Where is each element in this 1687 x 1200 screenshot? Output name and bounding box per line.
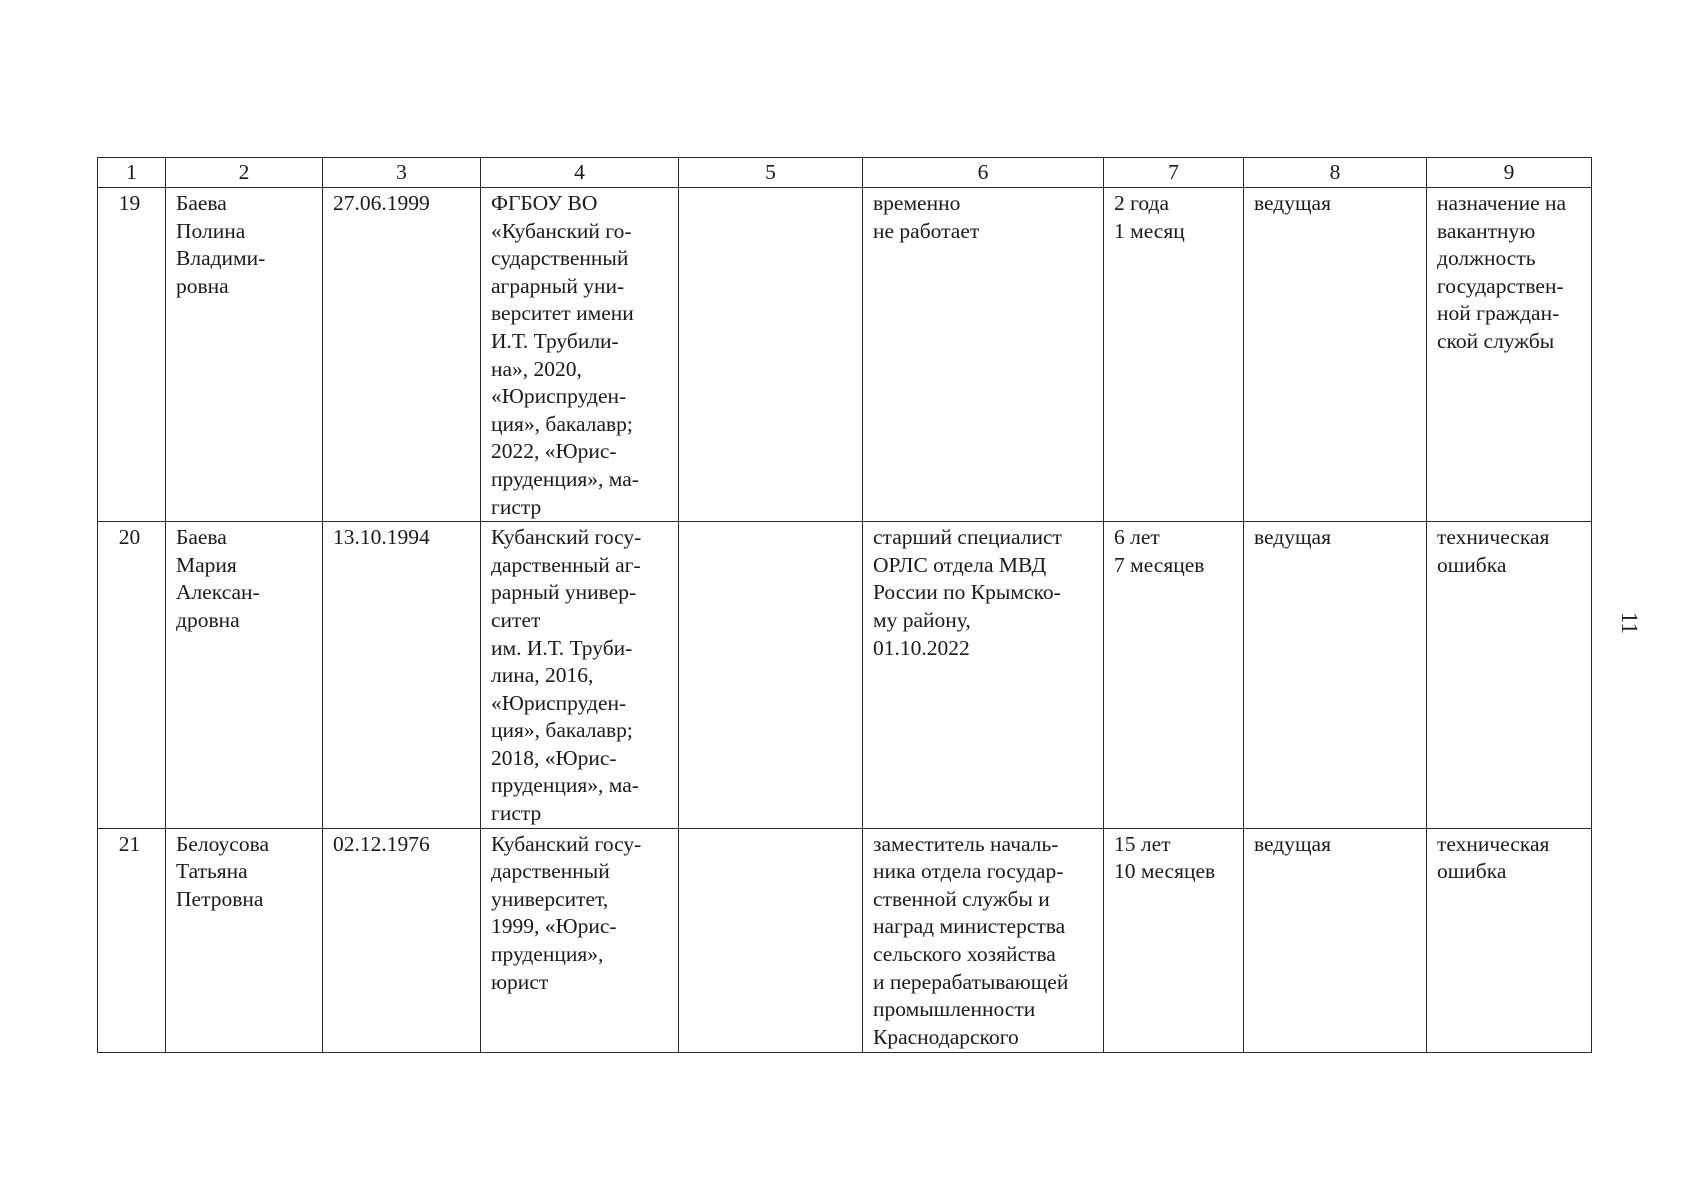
- current-position-cell: [863, 828, 1104, 1052]
- birth-date-cell: [323, 188, 481, 522]
- work-experience-line: 1 месяц: [1114, 218, 1185, 243]
- full-name-cell: [166, 188, 323, 522]
- education-line: им. И.Т. Труби-: [491, 635, 633, 660]
- education-line: верситет имени: [491, 301, 634, 326]
- current-position-line: промышленности: [873, 997, 1036, 1022]
- full-name-line: ровна: [176, 273, 229, 298]
- education-line: «Юриспруден-: [491, 384, 627, 409]
- full-name-line: Алексан-: [176, 580, 260, 605]
- education-line: ситет: [491, 607, 541, 632]
- header-cell-7: 7: [1104, 158, 1244, 188]
- reason-line: назначение на: [1437, 191, 1567, 215]
- current-position-line: старший специалист: [873, 525, 1062, 550]
- full-name-line: Полина: [176, 218, 246, 243]
- full-name-line: Мария: [176, 552, 237, 577]
- education-line: ция», бакалавр;: [491, 718, 633, 743]
- birth-date: 13.10.1994: [333, 525, 430, 550]
- education: [481, 188, 678, 521]
- table-row: [98, 188, 1592, 522]
- header-cell-6: 6: [863, 158, 1104, 188]
- reason-line: ошибка: [1437, 552, 1507, 577]
- full-name-line: Татьяна: [176, 859, 248, 884]
- current-position-cell: [863, 188, 1104, 522]
- current-position: [863, 522, 1103, 662]
- current-position-line: сельского хозяйства: [873, 942, 1056, 967]
- row-number: 19: [118, 191, 141, 215]
- education-line: дарственный: [491, 859, 610, 884]
- position-group-line: ведущая: [1254, 831, 1331, 856]
- education-line: Кубанский госу-: [491, 525, 642, 550]
- education-line: гистр: [491, 494, 542, 519]
- position-group-line: ведущая: [1254, 191, 1331, 215]
- header-cell-8: 8: [1244, 158, 1427, 188]
- reason-line: техническая: [1437, 525, 1550, 550]
- education-cell: [481, 188, 679, 522]
- education-cell: [481, 522, 679, 829]
- header-row: [98, 158, 1592, 188]
- reason-line: ошибка: [1437, 859, 1507, 884]
- reason-line: техническая: [1437, 831, 1550, 856]
- position-group: [1244, 522, 1426, 552]
- full-name-cell: [166, 522, 323, 829]
- education-line: лина, 2016,: [491, 663, 594, 688]
- education-line: гистр: [491, 801, 542, 826]
- reason: [1427, 522, 1591, 579]
- page-number: 11: [1617, 611, 1643, 635]
- reason-line: государствен-: [1437, 273, 1564, 298]
- row-number-cell: [98, 522, 166, 829]
- header-cell-4: 4: [481, 158, 679, 188]
- header-cell-9: 9: [1427, 158, 1592, 188]
- current-position: [863, 829, 1103, 1052]
- table-row: [98, 522, 1592, 829]
- education-line: юрист: [491, 969, 549, 994]
- education-line: на», 2020,: [491, 356, 582, 381]
- reason-line: ной граждан-: [1437, 301, 1560, 326]
- current-position-line: ника отдела государ-: [873, 859, 1064, 884]
- current-position-line: не работает: [873, 218, 980, 243]
- column-5-cell: [679, 522, 863, 829]
- row-number: 20: [118, 525, 141, 550]
- document-table: [97, 157, 1592, 1053]
- reason-line: вакантную: [1437, 218, 1536, 243]
- current-position: [863, 188, 1103, 245]
- header-cell-5: 5: [679, 158, 863, 188]
- current-position-line: России по Крымско-: [873, 580, 1061, 605]
- education: [481, 829, 678, 1052]
- education-line: университет,: [491, 886, 609, 911]
- header-cell-2: 2: [166, 158, 323, 188]
- reason-line: ской службы: [1437, 328, 1555, 353]
- position-group: [1244, 829, 1426, 1052]
- education-line: сударственный: [491, 246, 629, 271]
- full-name-line: Белоусова: [176, 831, 270, 856]
- position-group-cell: [1244, 828, 1427, 1052]
- education-line: аграрный уни-: [491, 273, 625, 298]
- current-position-line: и перерабатывающей: [873, 969, 1069, 994]
- education-line: пруденция», ма-: [491, 773, 639, 798]
- position-group-line: ведущая: [1254, 525, 1331, 550]
- education-cell: [481, 828, 679, 1052]
- current-position-line: временно: [873, 191, 961, 215]
- row-number-cell: [98, 188, 166, 522]
- education-line: ФГБОУ ВО: [491, 191, 598, 215]
- full-name-line: Петровна: [176, 886, 264, 911]
- position-group: [1244, 188, 1426, 218]
- education-line: «Юриспруден-: [491, 690, 627, 715]
- row-number: 21: [118, 831, 141, 856]
- birth-date-cell: [323, 522, 481, 829]
- reason-line: должность: [1437, 246, 1536, 271]
- education-line: ция», бакалавр;: [491, 411, 633, 436]
- header-cell-3: 3: [323, 158, 481, 188]
- reason: [1427, 829, 1591, 1052]
- column-5: [679, 188, 862, 190]
- reason-cell: [1427, 522, 1592, 829]
- full-name-cell: [166, 828, 323, 1052]
- education-line: пруденция», ма-: [491, 466, 639, 491]
- full-name: [166, 829, 322, 1052]
- education-line: дарственный аг-: [491, 552, 641, 577]
- current-position-line: му району,: [873, 607, 971, 632]
- work-experience-cell: [1104, 522, 1244, 829]
- table-row: [98, 828, 1592, 1052]
- work-experience-line: 7 месяцев: [1114, 552, 1205, 577]
- current-position-line: Краснодарского: [873, 1024, 1019, 1049]
- full-name-line: Баева: [176, 525, 227, 550]
- header-cell-1: 1: [98, 158, 166, 188]
- current-position-line: 01.10.2022: [873, 635, 970, 660]
- full-name-line: Владими-: [176, 246, 266, 271]
- education-line: рарный универ-: [491, 580, 637, 605]
- education-line: И.Т. Трубили-: [491, 328, 619, 353]
- current-position-line: ственной службы и: [873, 886, 1050, 911]
- education-line: Кубанский госу-: [491, 831, 642, 856]
- current-position-line: ОРЛС отдела МВД: [873, 552, 1047, 577]
- work-experience-line: 10 месяцев: [1114, 859, 1216, 884]
- education-line: «Кубанский го-: [491, 218, 632, 243]
- education-line: 2022, «Юрис-: [491, 439, 617, 464]
- column-5-cell: [679, 188, 863, 522]
- work-experience-cell: [1104, 828, 1244, 1052]
- work-experience: [1104, 829, 1243, 1052]
- birth-date: 27.06.1999: [333, 191, 430, 215]
- row-number-cell: [98, 828, 166, 1052]
- column-5-cell: [679, 828, 863, 1052]
- full-name-line: дровна: [176, 607, 240, 632]
- work-experience-line: 6 лет: [1114, 525, 1160, 550]
- education: [481, 522, 678, 828]
- current-position-line: заместитель началь-: [873, 831, 1059, 856]
- current-position-line: наград министерства: [873, 914, 1066, 939]
- work-experience-line: 15 лет: [1114, 831, 1171, 856]
- full-name: [166, 522, 322, 634]
- birth-date: 02.12.1976: [333, 831, 430, 856]
- reason-cell: [1427, 828, 1592, 1052]
- work-experience-cell: [1104, 188, 1244, 522]
- education-line: пруденция»,: [491, 942, 604, 967]
- reason: [1427, 188, 1591, 356]
- column-5: [679, 829, 862, 1052]
- full-name-line: Баева: [176, 191, 227, 215]
- education-line: 2018, «Юрис-: [491, 745, 617, 770]
- full-name: [166, 188, 322, 300]
- column-5: [679, 522, 862, 524]
- birth-date-cell: [323, 828, 481, 1052]
- work-experience-line: 2 года: [1114, 191, 1170, 215]
- position-group-cell: [1244, 522, 1427, 829]
- current-position-cell: [863, 522, 1104, 829]
- work-experience: [1104, 522, 1243, 579]
- reason-cell: [1427, 188, 1592, 522]
- education-line: 1999, «Юрис-: [491, 914, 617, 939]
- position-group-cell: [1244, 188, 1427, 522]
- work-experience: [1104, 188, 1243, 245]
